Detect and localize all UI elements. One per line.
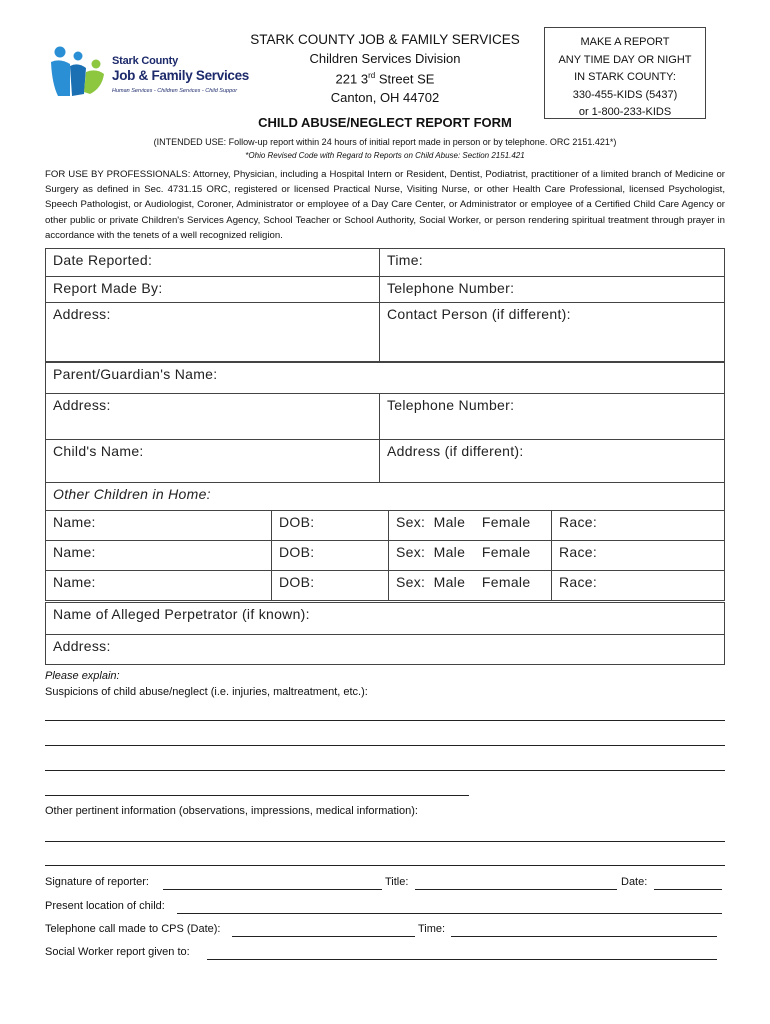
title-label: Title: [385,876,409,888]
report-hotline-box: MAKE A REPORT ANY TIME DAY OR NIGHT IN STARK COUNTY: 330-455-KIDS (5437) or 1-800-233-KIDS [544,27,706,119]
logo-line1: Stark County [112,55,179,67]
other-info-line-2[interactable] [45,865,725,866]
signature-label: Signature of reporter: [45,876,149,888]
other-child-sex-field[interactable]: Sex: Male Female [389,541,552,571]
please-explain-label: Please explain: [45,670,120,682]
other-child-dob-field[interactable]: DOB: [272,511,389,541]
present-location-label: Present location of child: [45,900,165,912]
suspicions-line-2[interactable] [45,745,725,746]
other-child-sex-field[interactable]: Sex: Male Female [389,511,552,541]
date-label: Date: [621,876,648,888]
other-child-sex-field[interactable]: Sex: Male Female [389,571,552,601]
other-children-table [45,482,725,601]
agency-name: STARK COUNTY JOB & FAMILY SERVICES [250,32,520,47]
suspicions-line-3[interactable] [45,770,725,771]
suspicions-line-1[interactable] [45,720,725,721]
date-reported-field[interactable]: Date Reported: [46,249,380,277]
time-field[interactable]: Time: [380,249,725,277]
form-title: CHILD ABUSE/NEGLECT REPORT FORM [258,115,512,130]
city-state: Canton, OH 44702 [330,90,440,105]
suspicions-label: Suspicions of child abuse/neglect (i.e. injuries, maltreatment, etc.): [45,686,368,698]
family-info-table [45,362,725,483]
childs-name-field[interactable]: Child's Name: [46,440,380,483]
other-child-name-field[interactable]: Name: [46,541,272,571]
parent-guardian-field[interactable]: Parent/Guardian's Name: [46,363,725,394]
division-name: Children Services Division [309,51,461,66]
other-child-name-field[interactable]: Name: [46,571,272,601]
professionals-note: FOR USE BY PROFESSIONALS: Attorney, Physician, including a Hospital Intern or Resident, Dentist, Podiatrist, practitioner of a limited branch of Medicine or Surgery as defined in Sec. 4731.15 ORC, registered or licensed Practical Nurse, Visiting Nurse, or other Health Care Professional, licensed Psychologist, Speech Pathologist, or Audiologist, Coroner, Administrator or employee of a Day Care Center, or Administrator or employee of a Certified Child Care Agency or other public or private Children's Services Agency, School Teacher or School Authority, Social Worker, or person rendering spiritual treatment through prayer in accordance with the tenets of a well recognized religion. [45,169,725,241]
reporter-telephone-field[interactable]: Telephone Number: [380,277,725,303]
report-made-by-field[interactable]: Report Made By: [46,277,380,303]
other-child-race-field[interactable]: Race: [552,511,725,541]
time-line[interactable] [451,936,717,937]
table-row [46,541,725,571]
contact-person-field[interactable]: Contact Person (if different): [380,303,725,362]
telephone-call-line[interactable] [232,936,415,937]
other-child-race-field[interactable]: Race: [552,541,725,571]
other-info-line-1[interactable] [45,841,725,842]
signature-line[interactable] [163,889,382,890]
other-child-race-field[interactable]: Race: [552,571,725,601]
other-child-dob-field[interactable]: DOB: [272,571,389,601]
other-child-dob-field[interactable]: DOB: [272,541,389,571]
logo-tagline: Human Services - Children Services - Child Suppor [112,88,238,94]
intended-use: (INTENDED USE: Follow-up report within 24 hours of initial report made in person or by telephone. ORC 2151.421*) [153,137,617,147]
telephone-call-label: Telephone call made to CPS (Date): [45,923,221,935]
time-label: Time: [418,923,446,935]
child-address-field[interactable]: Address (if different): [380,440,725,483]
report-info-table [45,248,725,362]
parent-address-field[interactable]: Address: [46,394,380,440]
perpetrator-table [45,602,725,665]
other-children-heading: Other Children in Home: [46,483,725,511]
title-line[interactable] [415,889,617,890]
date-line[interactable] [654,889,722,890]
social-worker-line[interactable] [207,959,717,960]
table-row [46,511,725,541]
ohio-code-note: *Ohio Revised Code with Regard to Reports on Child Abuse: Section 2151.421 [245,151,525,160]
present-location-line[interactable] [177,913,722,914]
perpetrator-name-field[interactable]: Name of Alleged Perpetrator (if known): [46,603,725,635]
perpetrator-address-field[interactable]: Address: [46,635,725,665]
other-child-name-field[interactable]: Name: [46,511,272,541]
suspicions-line-4[interactable] [45,795,469,796]
parent-telephone-field[interactable]: Telephone Number: [380,394,725,440]
reporter-address-field[interactable]: Address: [46,303,380,362]
logo-line2: Job & Family Services [112,68,250,83]
other-info-label: Other pertinent information (observations, impressions, medical information): [45,805,418,817]
social-worker-label: Social Worker report given to: [45,946,190,958]
table-row [46,571,725,601]
street-address: 221 3rd Street SE [335,71,435,87]
